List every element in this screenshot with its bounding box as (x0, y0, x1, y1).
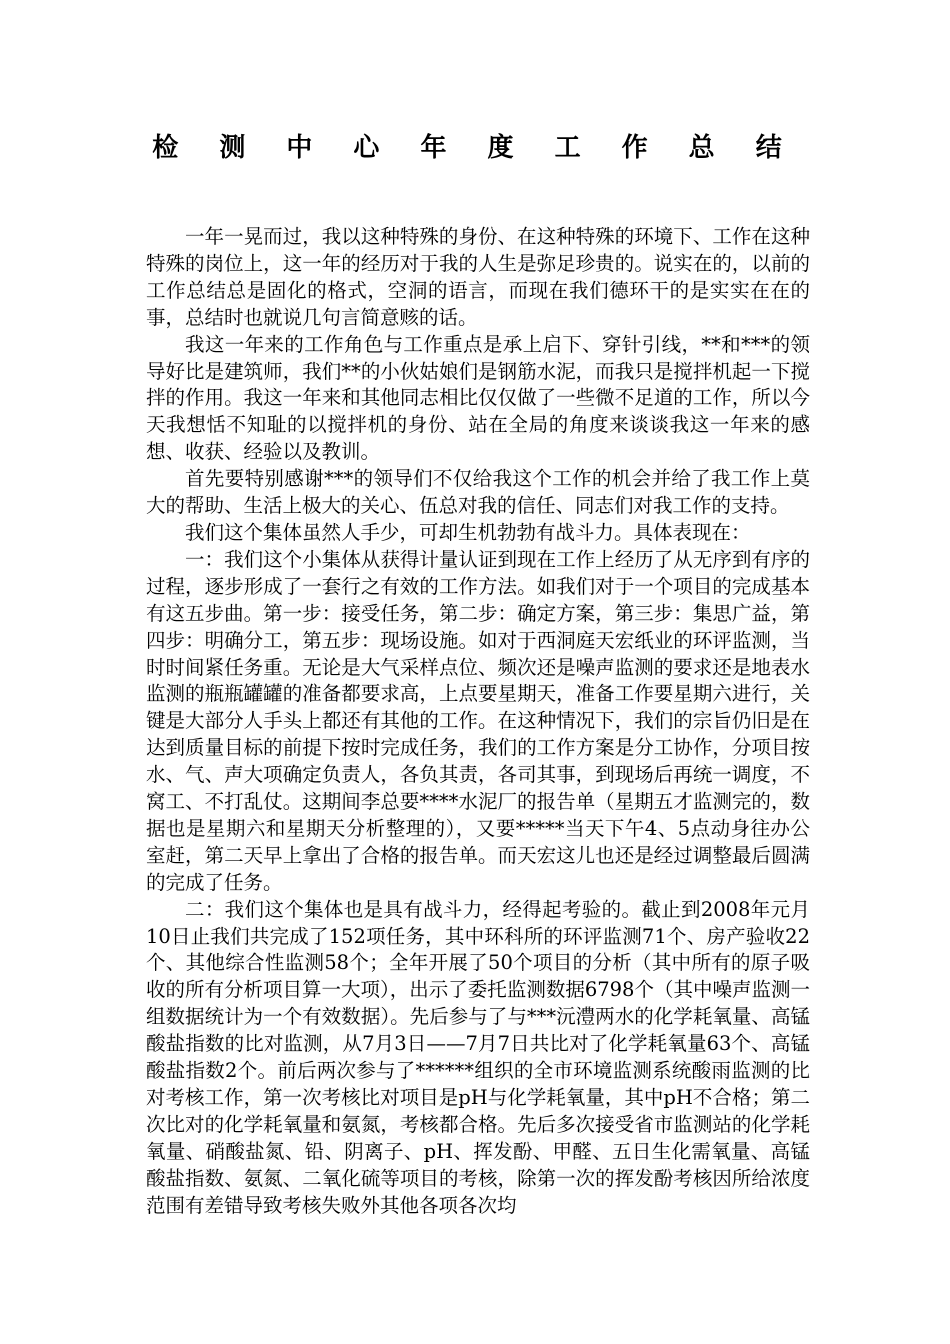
paragraph-team: 我们这个集体虽然人手少，可却生机勃勃有战斗力。具体表现在： (185, 520, 751, 544)
paragraph-point-one: 一：我们这个小集体从获得计量认证到现在工作上经历了从无序到有序的过程，逐步形成了一套行之有效的工作方法。如我们对于一个项目的完成基本有这五步曲。第一步：接受任务，第二步：确定方案，第三步：集思广益，第四步：明确分工，第五步：现场设施。如对于西洞庭天宏纸业的环评监测，当时时间紧任务重。无论是大气采样点位、频次还是噪声监测的要求还是地表水监测的瓶瓶罐罐的准备都要求高，上点要星期天，准备工作要星期六进行，关键是大部分人手头上都还有其他的工作。在这种情况下，我们的宗旨仍旧是在达到质量目标的前提下按时完成任务，我们的工作方案是分工协作，分项目按水、气、声大项确定负责人，各负其责，各司其事，到现场后再统一调度，不窝工、不打乱仗。这期间李总要****水泥厂的报告单（星期五才监测完的，数据也是星期六和星期天分析整理的），又要*****当天下午4、5点动身往办公室赶，第二天早上拿出了合格的报告单。而天宏这儿也还是经过调整最后圆满的完成了任务。 (146, 547, 810, 894)
document-title: 检 测 中 心 年 度 工 作 总 结 (152, 133, 798, 163)
paragraph-intro: 一年一晃而过，我以这种特殊的身份、在这种特殊的环境下、工作在这种特殊的岗位上，这一年的经历对于我的人生是弥足珍贵的。说实在的，以前的工作总结总是固化的格式，空洞的语言，而现在我们德环干的是实实在在的事，总结时也就说几句言简意赅的话。 (146, 225, 810, 329)
paragraph-thanks: 首先要特别感谢***的领导们不仅给我这个工作的机会并给了我工作上莫大的帮助、生活上极大的关心、伍总对我的信任、同志们对我工作的支持。 (146, 467, 810, 518)
paragraph-role: 我这一年来的工作角色与工作重点是承上启下、穿针引线，**和***的领导好比是建筑师，我们**的小伙姑娘们是钢筋水泥，而我只是搅拌机起一下搅拌的作用。我这一年来和其他同志相比仅仅做了一些微不足道的工作，所以今天我想恬不知耻的以搅拌机的身份、站在全局的角度来谈谈我这一年来的感想、收获、经验以及教训。 (146, 332, 810, 464)
document-body (146, 224, 810, 1220)
paragraph-point-two: 二：我们这个集体也是具有战斗力，经得起考验的。截止到2008年元月10日止我们共完成了152项任务，其中环科所的环评监测71个、房产验收22个、其他综合性监测58个；全年开展了50个项目的分析（其中所有的原子吸收的所有分析项目算一大项），出示了委托监测数据6798个（其中噪声监测一组数据统计为一个有效数据）。先后参与了与***沅澧两水的化学耗氧量、高锰酸盐指数的比对监测，从7月3日——7月7日共比对了化学耗氧量63个、高锰酸盐指数2个。前后两次参与了******组织的全市环境监测系统酸雨监测的比对考核工作，第一次考核比对项目是pH与化学耗氧量，其中pH不合格；第二次比对的化学耗氧量和氨氮，考核都合格。先后多次接受省市监测站的化学耗氧量、硝酸盐氮、铅、阴离子、pH、挥发酚、甲醛、五日生化需氧量、高锰酸盐指数、氨氮、二氧化硫等项目的考核，除第一次的挥发酚考核因所给浓度范围有差错导致考核失败外其他各项各次均 (146, 897, 810, 1217)
